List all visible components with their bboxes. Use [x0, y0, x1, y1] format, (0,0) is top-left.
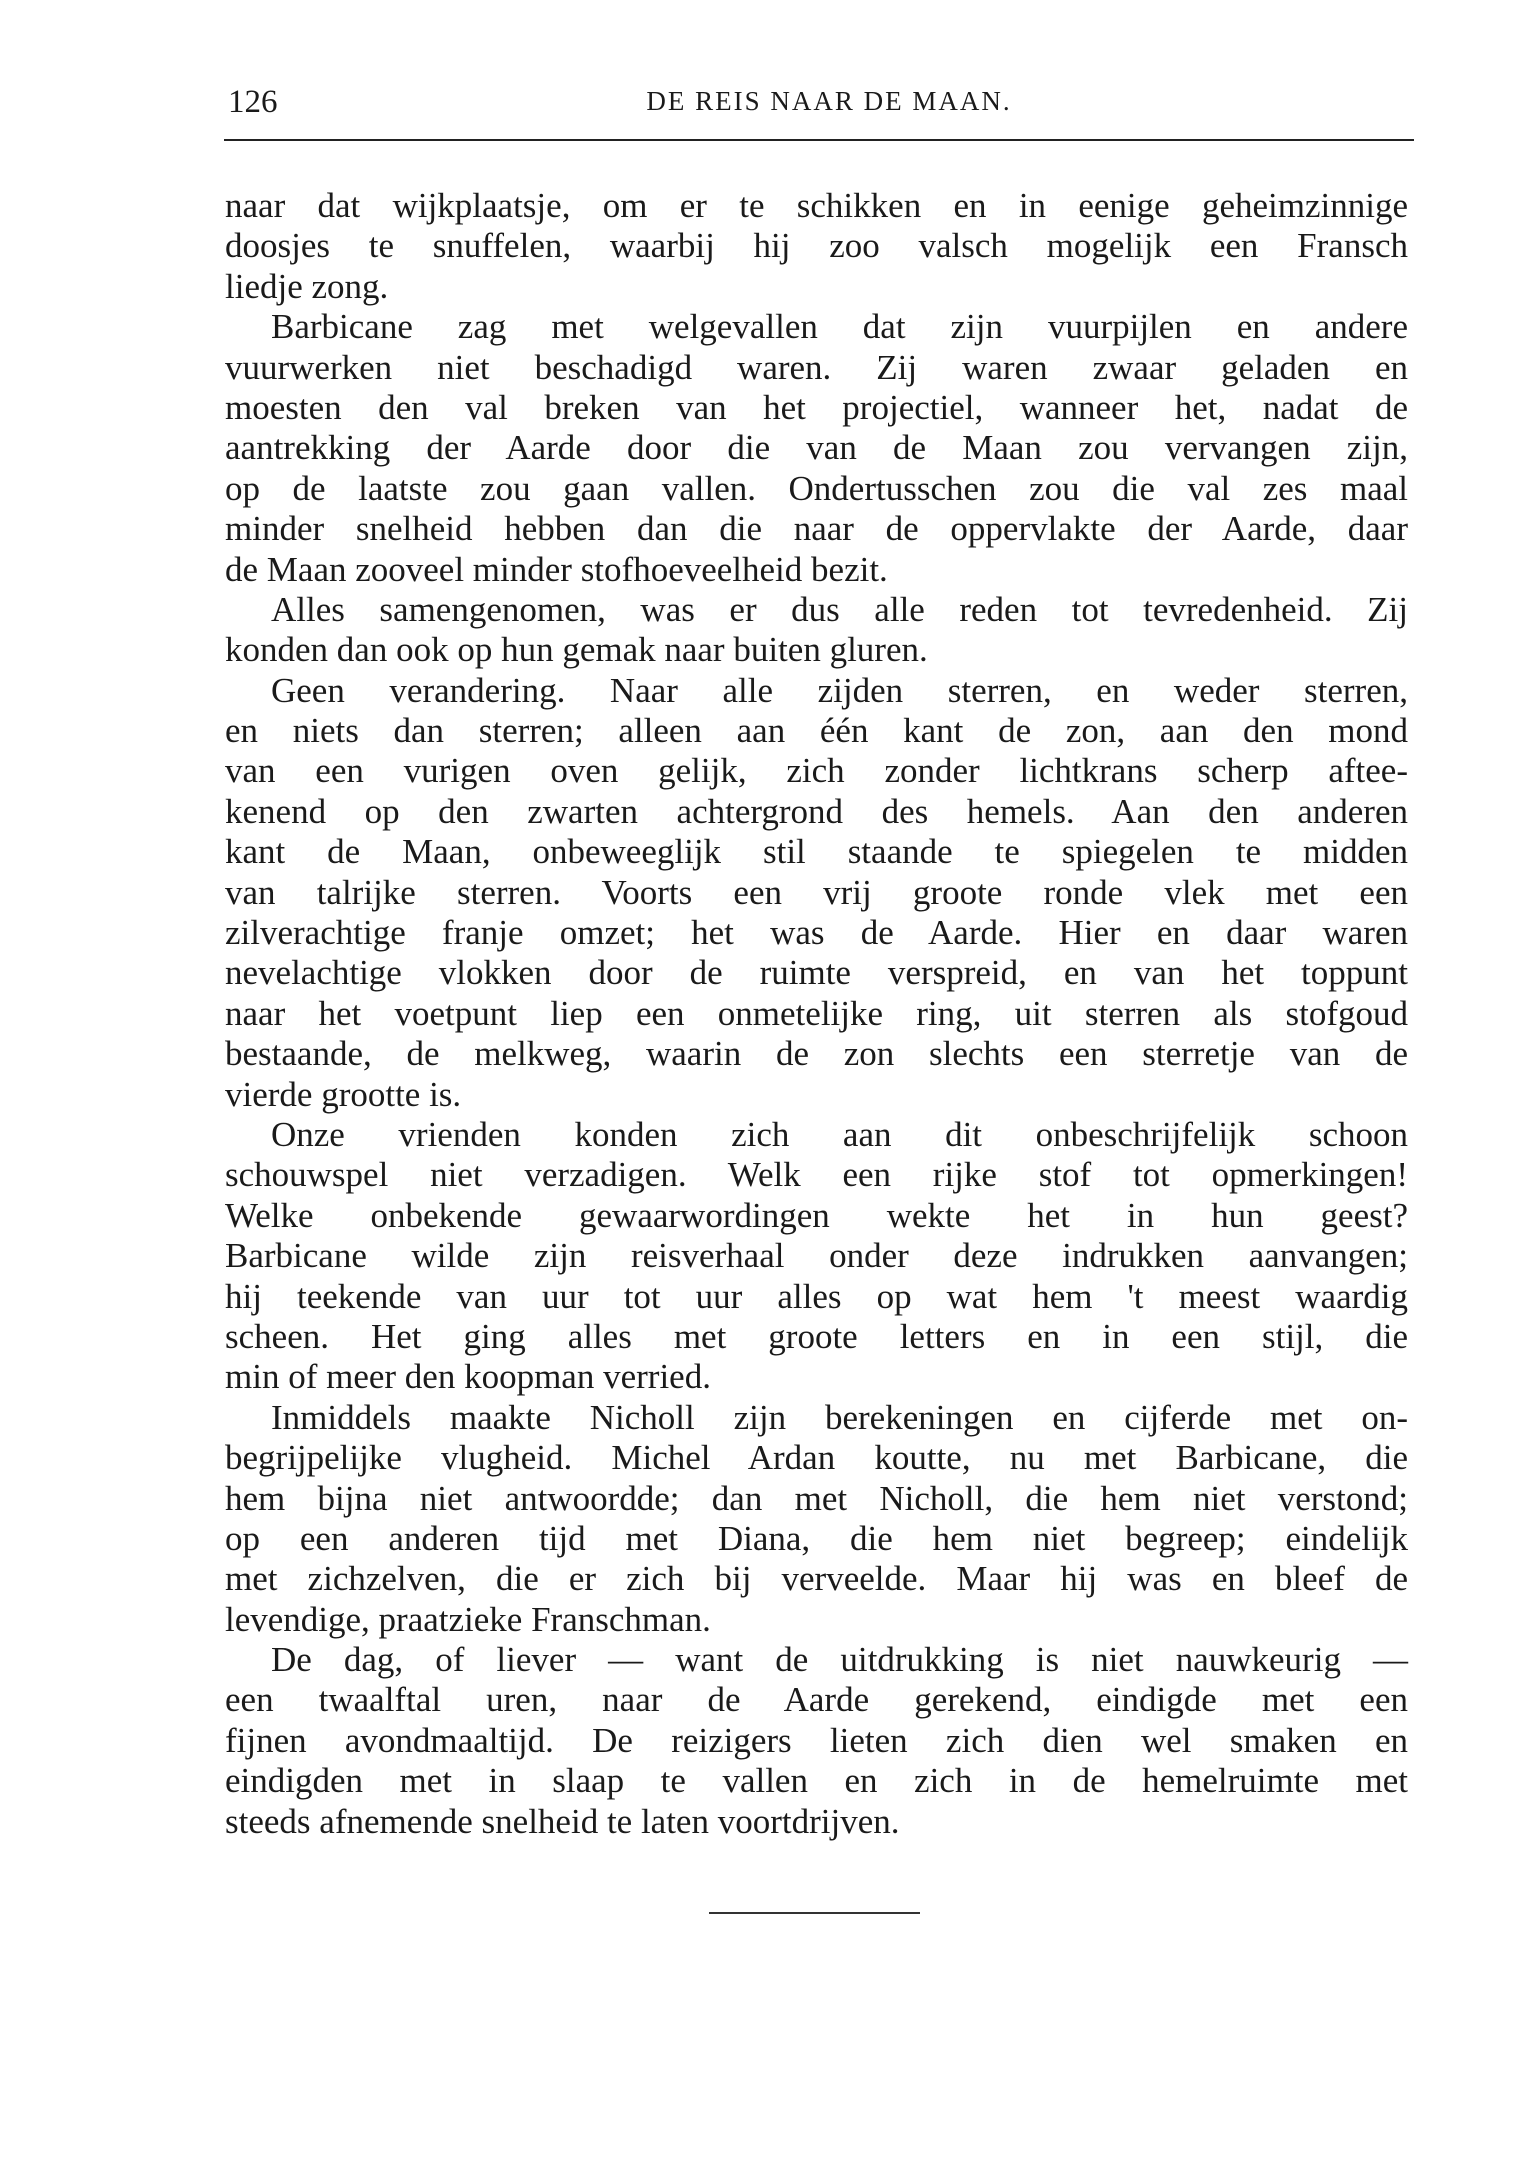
text-line: steeds afnemende snelheid te laten voortdrijven. [225, 1801, 900, 1841]
end-of-chapter-rule [709, 1912, 920, 1914]
header-rule [224, 139, 1414, 141]
text-line: Barbicane zag met welgevallen dat zijn vuurpijlen en andere [271, 307, 1408, 347]
text-line: kant de Maan, onbeweeglijk stil staande te spiegelen te midden [225, 832, 1408, 872]
paragraph [225, 1115, 1408, 1398]
text-line: vuurwerken niet beschadigd waren. Zij waren zwaar geladen en [225, 347, 1408, 387]
text-line: zilverachtige franje omzet; het was de Aarde. Hier en daar waren [225, 913, 1408, 953]
text-line: min of meer den koopman verried. [225, 1357, 711, 1397]
text-line: levendige, praatzieke Franschman. [225, 1599, 711, 1639]
running-title: DE REIS NAAR DE MAAN. [646, 86, 1012, 116]
text-line: Alles samengenomen, was er dus alle reden tot tevredenheid. Zij [271, 589, 1408, 629]
text-line: van talrijke sterren. Voorts een vrij groote ronde vlek met een [225, 872, 1408, 912]
page-number: 126 [228, 84, 278, 120]
text-line: schouwspel niet verzadigen. Welk een rijke stof tot opmerkingen! [225, 1155, 1408, 1195]
text-line: moesten den val breken van het projectiel, wanneer het, nadat de [225, 387, 1408, 427]
text-line: fijnen avondmaaltijd. De reizigers lieten zich dien wel smaken en [225, 1720, 1408, 1760]
text-line: kenend op den zwarten achtergrond des hemels. Aan den anderen [225, 791, 1408, 831]
text-line: liedje zong. [225, 266, 389, 306]
page-header [224, 84, 1414, 128]
text-line: hem bijna niet antwoordde; dan met Nicholl, die hem niet verstond; [225, 1478, 1408, 1518]
paragraph [225, 307, 1408, 590]
body-text [225, 186, 1408, 1842]
text-line: Inmiddels maakte Nicholl zijn berekeningen en cijferde met on- [271, 1397, 1408, 1437]
text-line: Barbicane wilde zijn reisverhaal onder deze indrukken aanvangen; [225, 1236, 1408, 1276]
text-line: met zichzelven, die er zich bij verveelde. Maar hij was en bleef de [225, 1559, 1408, 1599]
text-line: De dag, of liever — want de uitdrukking is niet nauwkeurig — [271, 1640, 1408, 1680]
text-line: aantrekking der Aarde door die van de Maan zou vervangen zijn, [225, 428, 1408, 468]
text-line: Geen verandering. Naar alle zijden sterren, en weder sterren, [271, 670, 1408, 710]
text-line: en niets dan sterren; alleen aan één kant de zon, aan den mond [225, 711, 1408, 751]
paragraph [225, 1398, 1408, 1640]
text-line: op een anderen tijd met Diana, die hem niet begreep; eindelijk [225, 1518, 1408, 1558]
text-line: bestaande, de melkweg, waarin de zon slechts een sterretje van de [225, 1034, 1408, 1074]
text-line: minder snelheid hebben dan die naar de oppervlakte der Aarde, daar [225, 509, 1408, 549]
text-line: konden dan ook op hun gemak naar buiten gluren. [225, 630, 928, 670]
text-line: de Maan zooveel minder stofhoeveelheid bezit. [225, 549, 888, 589]
text-line: Welke onbekende gewaarwordingen wekte het in hun geest? [225, 1195, 1408, 1235]
paragraph [225, 186, 1408, 307]
text-line: een twaalftal uren, naar de Aarde gerekend, eindigde met een [225, 1680, 1408, 1720]
text-line: nevelachtige vlokken door de ruimte verspreid, en van het toppunt [225, 953, 1408, 993]
paragraph [225, 671, 1408, 1115]
text-line: begrijpelijke vlugheid. Michel Ardan koutte, nu met Barbicane, die [225, 1438, 1408, 1478]
text-line: eindigden met in slaap te vallen en zich in de hemelruimte met [225, 1761, 1408, 1801]
text-line: hij teekende van uur tot uur alles op wat hem 't meest waardig [225, 1276, 1408, 1316]
text-line: scheen. Het ging alles met groote letters en in een stijl, die [225, 1316, 1408, 1356]
text-line: Onze vrienden konden zich aan dit onbeschrijfelijk schoon [271, 1114, 1408, 1154]
text-line: naar het voetpunt liep een onmetelijke ring, uit sterren als stofgoud [225, 993, 1408, 1033]
text-line: doosjes te snuffelen, waarbij hij zoo valsch mogelijk een Fransch [225, 226, 1408, 266]
text-line: op de laatste zou gaan vallen. Ondertusschen zou die val zes maal [225, 468, 1408, 508]
paragraph [225, 1640, 1408, 1842]
text-line: van een vurigen oven gelijk, zich zonder lichtkrans scherp aftee- [225, 751, 1408, 791]
text-line: naar dat wijkplaatsje, om er te schikken en in eenige geheimzinnige [225, 186, 1408, 225]
paragraph [225, 590, 1408, 671]
text-line: vierde grootte is. [225, 1074, 462, 1114]
